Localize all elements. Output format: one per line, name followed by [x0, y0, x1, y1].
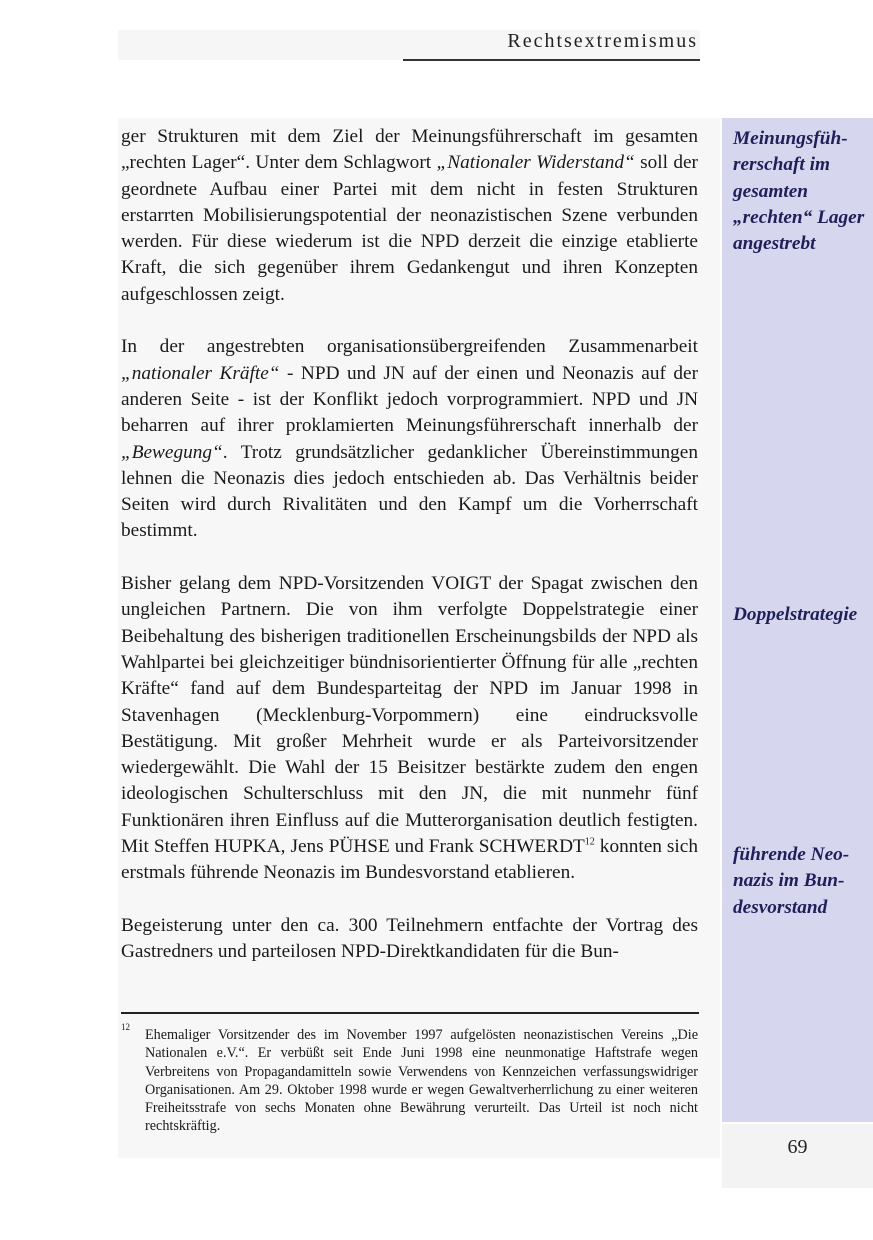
paragraph-4: Begeisterung unter den ca. 300 Teilnehmern entfachte der Vortrag des Gastredners und parteilosen NPD-Direktkandidaten für die Bun-	[121, 914, 698, 963]
page-number: 69	[787, 1136, 808, 1158]
paragraph-3: Bisher gelang dem NPD-Vorsitzenden VOIGT der Spagat zwischen den ungleichen Partnern. Die von ihm verfolgte Doppelstrategie einer Beibehaltung des bisherigen traditionellen Erscheinungsbilds der NPD als Wahlpartei bei gleichzeitiger bündnisorientierter Öffnung für alle „rechten Kräfte“ fand auf dem Bundesparteitag der NPD im Januar 1998 in Stavenhagen (Mecklenburg-Vorpommern) eine eindrucksvolle Bestätigung. Mit großer Mehrheit wurde er als Parteivorsitzender wiedergewählt. Die Wahl der 15 Beisitzer bestärkte zudem den engen ideologischen Schulterschluss mit den JN, die mit nunmehr fünf Funktionären ihren Einfluss auf die Mutterorganisation deutlich festigten. Mit Steffen HUPKA, Jens PÜHSE und Frank SCHWERDT$^{12}$ konnten sich erstmals führende Neonazis im Bundesvorstand etablieren.	[121, 573, 698, 884]
margin-note-fuehrende-neonazis: führende Neonazis im Bundesvorstand	[733, 844, 850, 918]
quote-nationaler-kraefte: „nationaler Kräfte“	[121, 362, 280, 384]
footnote-reference[interactable]: 12	[584, 836, 595, 848]
margin-note-meinungsfuehrerschaft: Meinungsführerschaft im gesamten „rechten“ Lager angestrebt	[733, 128, 865, 255]
running-header-title: Rechtsextremismus	[507, 30, 698, 52]
body-text	[121, 124, 698, 966]
footnote-divider	[121, 1012, 699, 1014]
footnote-text: Ehemaliger Vorsitzender des im November 1997 aufgelösten neonazistischen Vereins „Die Nationalen e.V.“. Er verbüßt seit Ende Juni 1998 eine neunmonatige Haftstrafe wegen Verbreitens von Propagandamitteln sowie Verwendens von Kennzeichen verfassungswidriger Organisationen. Am 29. Oktober 1998 wurde er wegen Gewaltverherrlichung zu einer weiteren Freiheitsstrafe von sechs Monaten ohne Bewährung verurteilt. Das Urteil ist noch nicht rechtskräftig.	[145, 1027, 698, 1135]
footnote-number: 12	[121, 1022, 130, 1032]
quote-bewegung: „Bewegung“	[121, 441, 223, 463]
margin-note-doppelstrategie: Doppelstrategie	[733, 604, 858, 625]
paragraph-2: In der angestrebten organisationsübergreifenden Zusammenarbeit „nationaler Kräfte“ - NPD und JN auf der einen und Neonazis auf der anderen Seite - ist der Konflikt jedoch vorprogrammiert. NPD und JN beharren auf ihrer proklamierten Meinungsführerschaft innerhalb der „Bewegung“. Trotz grundsätzlicher gedanklicher Übereinstimmungen lehnen die Neonazis dies jedoch entschieden ab. Das Verhältnis beider Seiten wird durch Rivalitäten und den Kampf um die Vorherrschaft bestimmt.	[121, 336, 698, 542]
quote-nationaler-widerstand: „Nationaler Widerstand“	[436, 152, 635, 174]
header-rule	[403, 59, 700, 61]
paragraph-1: ger Strukturen mit dem Ziel der Meinungsführerschaft im gesamten „rechten Lager“. Unter dem Schlagwort „Nationaler Widerstand“ soll der geordnete Aufbau einer Partei mit dem nicht in festen Strukturen erstarrten Mobilisierungspotential der neonazistischen Szene verbunden werden. Für diese wiederum ist die NPD derzeit die einzige etablierte Kraft, die sich gegenüber ihrem Gedankengut und ihren Konzepten aufgeschlossen zeigt.	[121, 126, 698, 305]
